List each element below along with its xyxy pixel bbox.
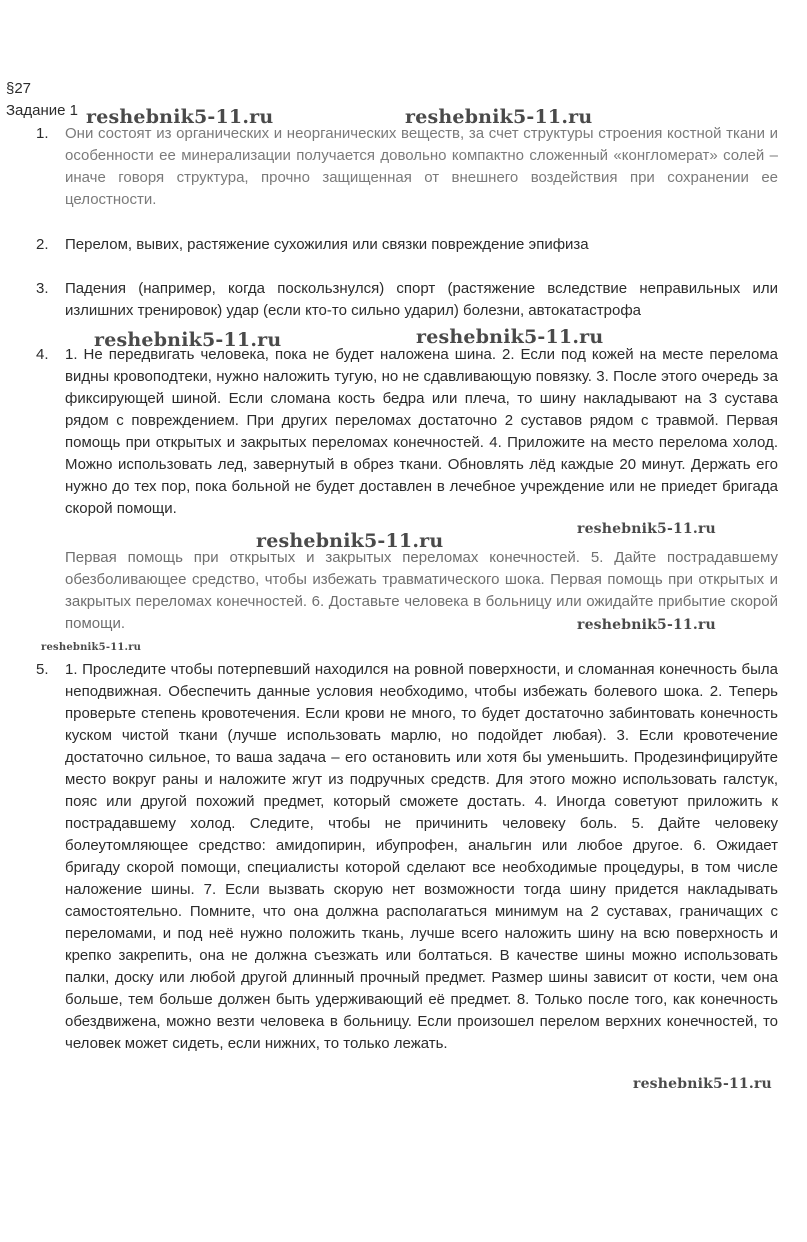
- item-text: Перелом, вывих, растяжение сухожилия или связки повреждение эпифиза: [65, 236, 589, 253]
- item-number: 2.: [36, 236, 49, 253]
- item-text: Падения (например, когда поскользнулся) спорт (растяжение вследствие неправильных или излишних тренировок) удар (если кто-то сильно ударил) болезни, автокатастрофа: [65, 280, 778, 319]
- watermark: reshebnik5-11.ru: [86, 106, 274, 128]
- item-text: 1. Проследите чтобы потерпевший находился на ровной поверхности, и сломанная конечность была неподвижная. Обеспечить данные условия необходимо, чтобы избежать болевого шока. 2. Теперь проверьте степень кровотечения. Если крови не много, то будет достаточно забинтовать конечность куском чистой ткани (лучше использовать марлю, но подойдет любая). 3. Если кровотечение достаточно сильное, то ваша задача – его остановить или хотя бы уменьшить. Продезинфицируйте место вокруг раны и наложите жгут из подручных средств. Для этого можно использовать галстук, пояс или другой похожий предмет, который сможете достать. 4. Иногда советуют приложить к пострадавшему холод. Следите, чтобы не причинить человеку боль. 5. Дайте человеку болеутомляющее средство: амидопирин, ибупрофен, анальгин или любое другое. 6. Ожидает бригаду скорой помощи, специалисты которой сделают все необходимые процедуры, в том числе наложение шины. 7. Если вызвать скорую нет возможности тогда шину придется накладывать самостоятельно. Помните, что она должна располагаться минимум на 2 суставах, граничащих с переломами, и под неё нужно положить ткань, лучше всего наложить шину на всю поверхность и крепко закрепить, она не должна съезжать или болтаться. В качестве шины можно использовать палки, доску или любой другой длинный прочный предмет. Размер шины зависит от кости, чем она больше, тем больше должен быть удерживающий её предмет. 8. Только после того, как конечность обездвижена, можно везти человека в больницу. Если произошел перелом верхних конечностей, то человек может сидеть, если нижних, то только лежать.: [65, 661, 778, 1052]
- item-text: 1. Не передвигать человека, пока не будет наложена шина. 2. Если под кожей на месте перелома видны кровоподтеки, нужно наложить тугую, но не сдавливающую повязку. 3. После этого очередь за фиксирующей шиной. Если сломана кость бедра или плеча, то шину накладывают на 3 сустава рядом с повреждением. При других переломах достаточно 2 суставов рядом с травмой. Первая помощь при открытых и закрытых переломах конечностей. 4. Приложите на место перелома холод. Можно использовать лед, завернутый в обрез ткани. Обновлять лёд каждые 20 минут. Держать его нужно до тех пор, пока больной не будет доставлен в лечебное учреждение или не приедет бригада скорой помощи.: [65, 346, 778, 517]
- watermark: reshebnik5-11.ru: [577, 617, 716, 633]
- watermark: reshebnik5-11.ru: [256, 530, 444, 552]
- item-4-continuation: Первая помощь при открытых и закрытых переломах конечностей. 5. Дайте пострадавшему обезболивающее средство, чтобы избежать травматического шока. Первая помощь при открытых и закрытых переломах конечностей. 6. Доставьте человека в больницу или ожидайте прибытие скорой помощи.: [65, 549, 778, 632]
- item-number: 4.: [36, 346, 49, 363]
- item-number: 5.: [36, 661, 49, 678]
- watermark: reshebnik5-11.ru: [633, 1076, 772, 1092]
- item-number: 1.: [36, 125, 49, 142]
- item-number: 3.: [36, 280, 49, 297]
- section-number: §27: [6, 80, 32, 97]
- watermark: reshebnik5-11.ru: [577, 521, 716, 537]
- task-title: Задание 1: [6, 102, 79, 119]
- watermark: reshebnik5-11.ru: [416, 326, 604, 348]
- watermark: reshebnik5-11.ru: [405, 106, 593, 128]
- watermark: reshebnik5-11.ru: [41, 642, 142, 653]
- watermark: reshebnik5-11.ru: [94, 329, 282, 351]
- item-text: Они состоят из органических и неорганических веществ, за счет структуры строения костной ткани и особенности ее минерализации получается довольно компактно сложенный «конгломерат» солей – иначе говоря структура, прочно защищенная от внешнего воздействия при сохранении ее целостности.: [65, 125, 778, 208]
